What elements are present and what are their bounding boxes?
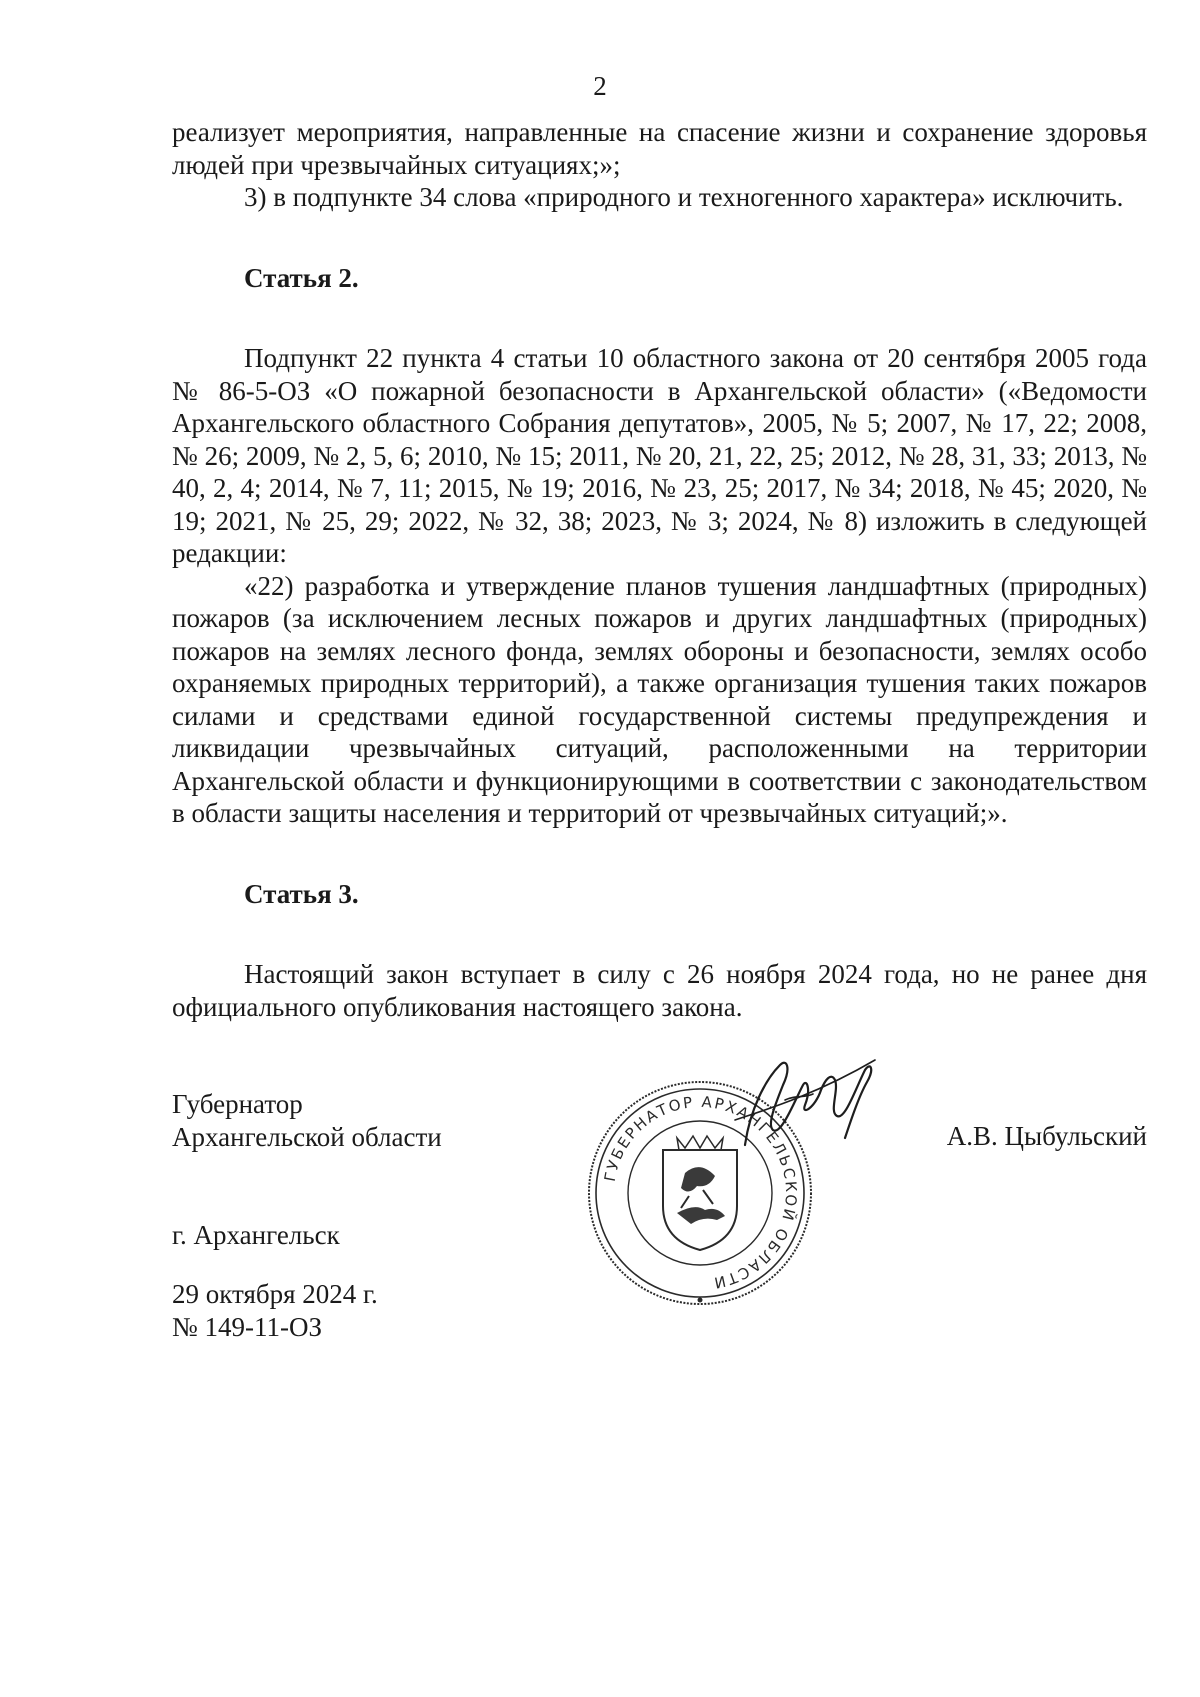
law-number: № 149-11-ОЗ <box>172 1311 323 1342</box>
document-body <box>172 116 1147 1023</box>
item-3-paragraph: 3) в подпункте 34 слова «природного и техногенного характера» исключить. <box>244 182 1124 212</box>
page-number: 2 <box>593 71 607 101</box>
article-2-heading: Статья 2. <box>244 262 359 293</box>
article-2-quote: «22) разработка и утверждение планов тушения ландшафтных (природных) пожаров (за исключением лесных пожаров и других ландшафтных (природных) пожаров на землях лесного фонда, землях обороны и безопасности, землях особо охраняемых природных территорий), а также организация тушения таких пожаров силами и средствами единой государственной системы предупреждения и ликвидации чрезвычайных ситуаций, расположенными на территории Архангельской области и функционирующими в соответствии с законодательством в области защиты населения и территорий от чрезвычайных ситуаций;». <box>172 570 1147 828</box>
continuation-paragraph: реализует мероприятия, направленные на спасение жизни и сохранение здоровья людей при чрезвычайных ситуациях;»; <box>172 117 1147 180</box>
handwritten-signature <box>725 1050 885 1170</box>
article-3-heading: Статья 3. <box>244 878 359 909</box>
signing-date-block <box>172 1278 378 1343</box>
article-3-paragraph: Настоящий закон вступает в силу с 26 ноября 2024 года, но не ранее дня официального опубликования настоящего закона. <box>172 959 1147 1022</box>
signatory-position <box>172 1088 442 1153</box>
position-line-1: Губернатор <box>172 1089 303 1119</box>
signing-date: 29 октября 2024 г. <box>172 1279 378 1309</box>
signing-city: г. Архангельск <box>172 1220 340 1250</box>
position-line-2: Архангельской области <box>172 1121 442 1152</box>
signatory-name: А.В. Цыбульский <box>946 1121 1147 1151</box>
seal-ring-text: ГУБЕРНАТОР АРХАНГЕЛЬСКОЙ ОБЛАСТИ <box>600 1092 801 1293</box>
article-2-paragraph: Подпункт 22 пункта 4 статьи 10 областного закона от 20 сентября 2005 года № 86-5-ОЗ «О пожарной безопасности в Архангельской области» («Ведомости Архангельского областного Собрания депутатов», 2005, № 5; 2007, № 17, 22; 2008, № 26; 2009, № 2, 5, 6; 2010, № 15; 2011, № 20, 21, 22, 25; 2012, № 28, 31, 33; 2013, № 40, 2, 4; 2014, № 7, 11; 2015, № 19; 2016, № 23, 25; 2017, № 34; 2018, № 45; 2020, № 19; 2021, № 25, 29; 2022, № 32, 38; 2023, № 3; 2024, № 8) изложить в следующей редакции: <box>172 343 1147 568</box>
